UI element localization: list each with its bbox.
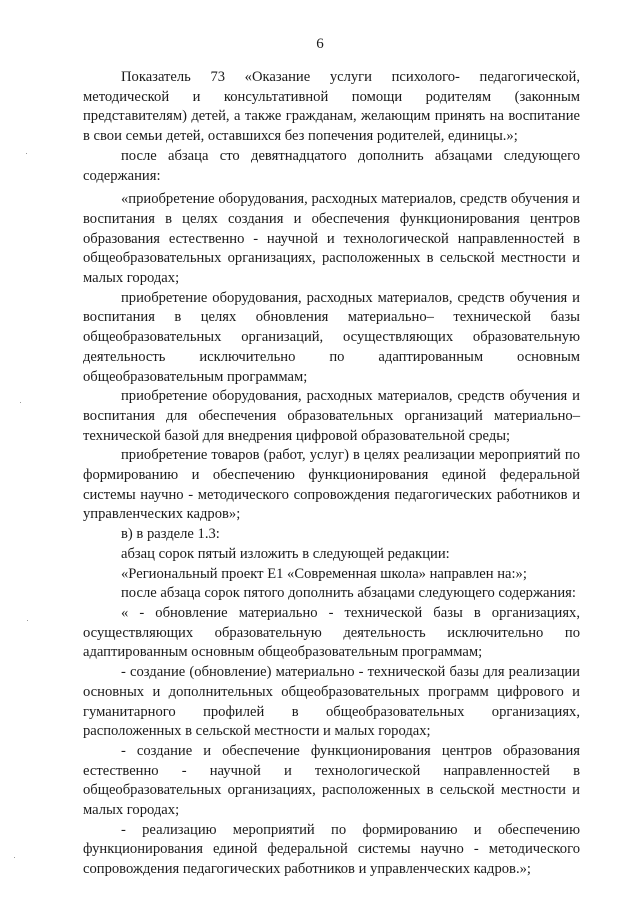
scan-dot [20, 402, 21, 403]
paragraph: приобретение товаров (работ, услуг) в целях реализации мероприятий по формированию и обеспечению функционирования единой федеральной системы научно - методического сопровождения педагогических работников и управленческих кадров»; [83, 447, 580, 523]
paragraph: после абзаца сто девятнадцатого дополнить абзацами следующего содержания: [83, 147, 580, 184]
paragraph: после абзаца сорок пятого дополнить абзацами следующего содержания: [121, 585, 576, 602]
paragraph: - создание (обновление) материально - технической базы для реализации основных и дополнительных общеобразовательных программ цифрового и гуманитарного профилей в общеобразовательных организациях, расположенных в сельской местности и малых городах; [83, 664, 580, 740]
paragraph: абзац сорок пятый изложить в следующей редакции: [121, 545, 450, 562]
scan-dot [27, 620, 28, 621]
paragraph: «Региональный проект Е1 «Современная школа» направлен на:»; [121, 565, 527, 582]
paragraph: - реализацию мероприятий по формированию и обеспечению функционирования единой федеральной системы научно - методического сопровождения педагогических работников и управленческих кадров.»; [83, 821, 580, 878]
paragraph: приобретение оборудования, расходных материалов, средств обучения и воспитания в целях обновления материально– технической базы общеобразовательных организаций, осуществляющих образовательную деятельность исключительно по адаптированным основным общеобразовательным программам; [83, 289, 580, 385]
scan-dot [26, 153, 27, 154]
paragraph: - создание и обеспечение функционирования центров образования естественно - научной и технологической направленностей в общеобразовательных организациях, расположенных в сельской местности и малых городах; [83, 742, 580, 819]
paragraph: в) в разделе 1.3: [121, 526, 220, 543]
document-body [83, 68, 580, 880]
page-number: 6 [316, 36, 324, 52]
scan-dot [14, 857, 15, 858]
paragraph: «приобретение оборудования, расходных материалов, средств обучения и воспитания в целях создания и обеспечения функционирования центров образования естественно - научной и технологической направленностей в общеобразовательных организациях, расположенных в сельской местности и малых городах; [83, 191, 580, 287]
paragraph: приобретение оборудования, расходных материалов, средств обучения и воспитания для обеспечения образовательных организаций материально– технической базой для внедрения цифровой образовательной среды; [83, 388, 580, 444]
paragraph: « - обновление материально - технической базы в организациях, осуществляющих образовательную деятельность исключительно по адаптированным основным общеобразовательным программам; [83, 604, 580, 661]
paragraph: Показатель 73 «Оказание услуги психолого- педагогической, методической и консультативной помощи родителям (законным представителям) детей, а также гражданам, желающим принять на воспитание в свои семьи детей, оставшихся без попечения родителей, единицы.»; [83, 69, 580, 145]
